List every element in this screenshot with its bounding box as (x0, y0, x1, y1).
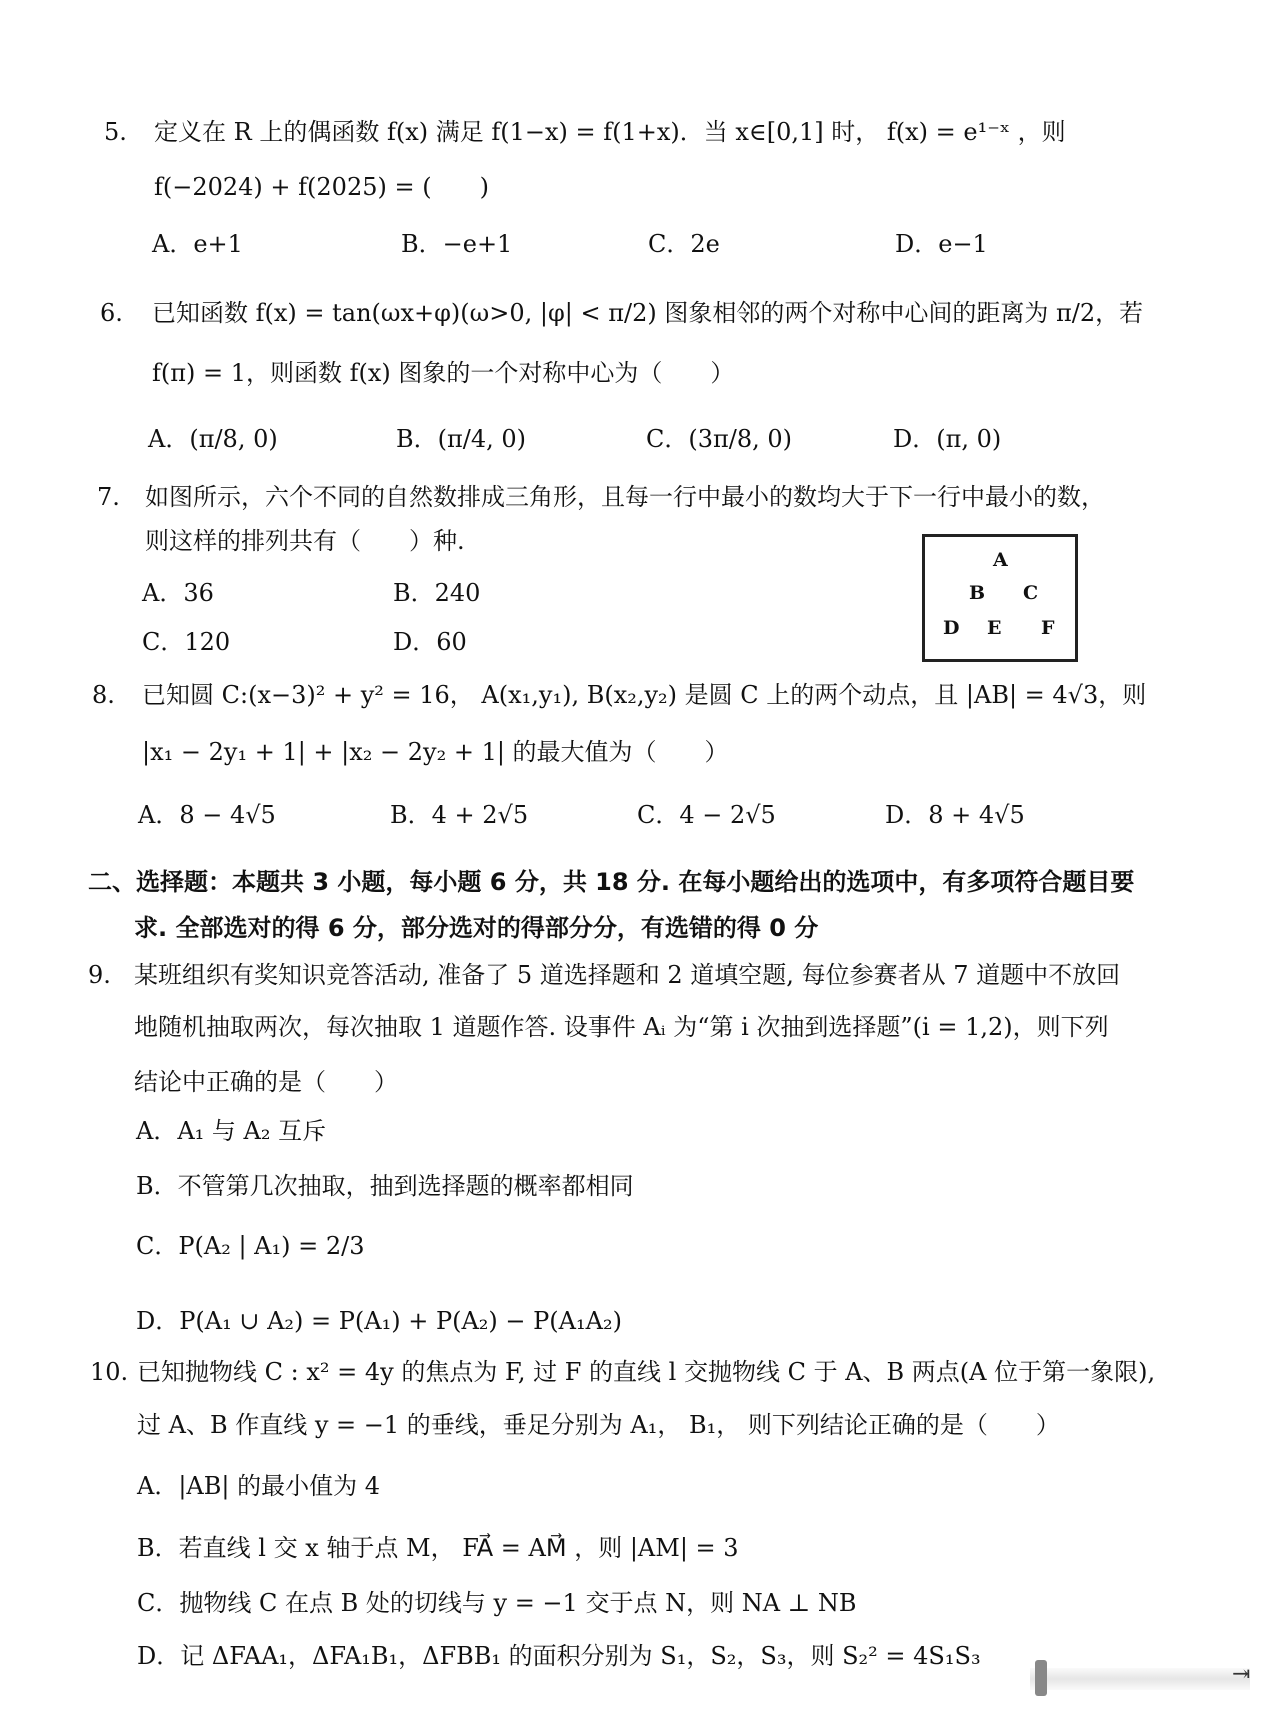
option-c: C．(3π/8, 0) (646, 425, 793, 453)
figure-label: E (987, 617, 1002, 639)
option-b: B．4 + 2√5 (390, 801, 529, 829)
option-a: A．e+1 (152, 230, 243, 258)
question-6-text: 已知函数 f(x) = tan(ωx+φ)(ω>0, |φ| < π/2) 图象相邻的两个对称中心间的距离为 π/2，若 (152, 299, 1144, 327)
question-number: 10. (90, 1358, 129, 1386)
figure-label: C (1023, 582, 1039, 604)
question-number: 7. (97, 483, 120, 511)
question-5-text-cont: f(−2024) + f(2025) = ( ) (154, 173, 489, 201)
resize-arrow-icon[interactable]: ⇥ (1232, 1662, 1251, 1687)
option-d: D．e−1 (895, 230, 988, 258)
figure-label: D (943, 617, 960, 639)
option-b: B．(π/4, 0) (396, 425, 527, 453)
section-heading: 二、选择题：本题共 3 小题，每小题 6 分，共 18 分. 在每小题给出的选项中，有多项符合题目要 (88, 868, 1135, 896)
option-c: C．2e (648, 230, 720, 258)
horizontal-scrollbar[interactable] (1030, 1668, 1250, 1690)
option-a: A．|AB| 的最小值为 4 (137, 1472, 380, 1500)
option-d: D．(π, 0) (893, 425, 1002, 453)
option-b: B．不管第几次抽取，抽到选择题的概率都相同 (136, 1172, 634, 1200)
section-heading-cont: 求. 全部选对的得 6 分，部分选对的得部分分，有选错的得 0 分 (134, 914, 819, 942)
option-b: B．若直线 l 交 x 轴于点 M， FA⃗ = AM⃗ ，则 |AM| = 3 (137, 1534, 739, 1562)
option-a: A．(π/8, 0) (148, 425, 278, 453)
option-c: C．抛物线 C 在点 B 处的切线与 y = −1 交于点 N，则 NA ⊥ NB (137, 1589, 857, 1617)
question-5-text: 定义在 R 上的偶函数 f(x) 满足 f(1−x) = f(1+x)．当 x∈[0,1] 时， f(x) = e¹⁻ˣ ，则 (154, 118, 1066, 146)
option-d: D．P(A₁ ∪ A₂) = P(A₁) + P(A₂) − P(A₁A₂) (136, 1307, 622, 1335)
option-a: A．A₁ 与 A₂ 互斥 (136, 1117, 327, 1145)
question-number: 8. (92, 681, 115, 709)
scrollbar-thumb[interactable] (1035, 1660, 1047, 1696)
option-b: B．240 (393, 579, 481, 607)
option-c: C．4 − 2√5 (637, 801, 776, 829)
question-number: 9. (88, 961, 111, 989)
figure-label: A (993, 549, 1008, 571)
question-7-text: 如图所示，六个不同的自然数排成三角形，且每一行中最小的数均大于下一行中最小的数， (145, 483, 1105, 511)
question-9-text-cont: 地随机抽取两次，每次抽取 1 道题作答. 设事件 Aᵢ 为“第 i 次抽到选择题”(i = 1,2)，则下列 (134, 1013, 1109, 1041)
question-9-text: 某班组织有奖知识竞答活动, 准备了 5 道选择题和 2 道填空题, 每位参赛者从 7 道题中不放回 (134, 961, 1121, 989)
question-9-text-cont: 结论中正确的是（ ） (134, 1068, 398, 1096)
option-c: C．P(A₂ | A₁) = 2/3 (136, 1232, 365, 1260)
question-8-text: 已知圆 C:(x−3)² + y² = 16， A(x₁,y₁), B(x₂,y₂) 是圆 C 上的两个动点，且 |AB| = 4√3，则 (142, 681, 1147, 709)
question-8-text-cont: |x₁ − 2y₁ + 1| + |x₂ − 2y₂ + 1| 的最大值为（ ） (142, 738, 729, 766)
question-7-text-cont: 则这样的排列共有（ ）种. (145, 527, 465, 555)
option-a: A．36 (142, 579, 214, 607)
option-b: B．−e+1 (401, 230, 513, 258)
figure-label: F (1041, 617, 1055, 639)
option-c: C．120 (142, 628, 231, 656)
question-6-text-cont: f(π) = 1，则函数 f(x) 图象的一个对称中心为（ ） (152, 359, 735, 387)
option-d: D．记 ΔFAA₁，ΔFA₁B₁，ΔFBB₁ 的面积分别为 S₁，S₂，S₃，则 S₂² = 4S₁S₃ (137, 1642, 981, 1670)
option-a: A．8 − 4√5 (138, 801, 276, 829)
option-d: D．60 (393, 628, 467, 656)
option-d: D．8 + 4√5 (885, 801, 1025, 829)
figure-label: B (969, 582, 986, 604)
question-number: 6. (100, 299, 123, 327)
triangle-figure (922, 534, 1078, 662)
question-10-text: 已知抛物线 C : x² = 4y 的焦点为 F, 过 F 的直线 l 交抛物线 C 于 A、B 两点(A 位于第一象限), (137, 1358, 1156, 1386)
question-number: 5. (104, 118, 127, 146)
question-10-text-cont: 过 A、B 作直线 y = −1 的垂线，垂足分别为 A₁， B₁， 则下列结论正确的是（ ） (137, 1411, 1060, 1439)
